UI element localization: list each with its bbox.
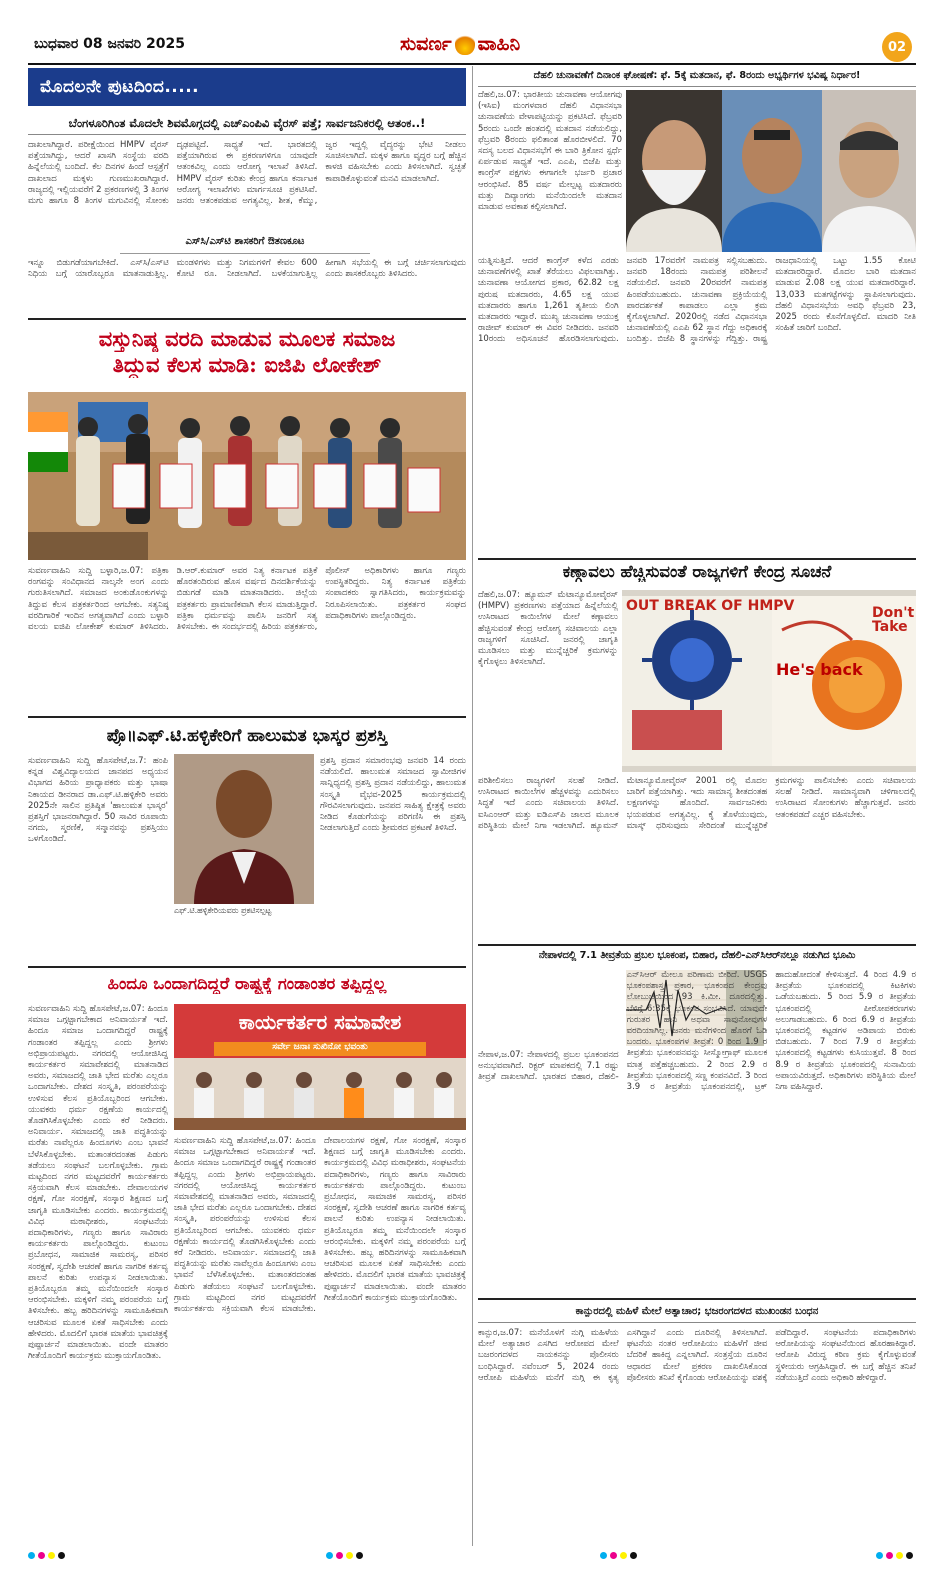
article-text: ಸುವರ್ಣವಾಹಿನಿ ಸುದ್ದಿ ಬಳ್ಳಾರಿ,ಜ.07: ಪತ್ರಿಕಾ ರಂಗವನ್ನು ಸಂವಿಧಾನದ ನಾಲ್ಕನೇ ಅಂಗ ಎಂದು ಗುರುತಿಸಲಾಗಿದೆ. ಸಮಾಜದ ಅಂಕುಡೊಂಕುಗಳನ್ನು ತಿದ್ದುವ ಕೆಲಸ ಪತ್ರಕರ್ತರಿಂದ ಆಗಬೇಕು. ಸತ್ಯನಿಷ್ಠ ವರದಿಗಾರಿಕೆ ಇಂದಿನ ಅಗತ್ಯವಾಗಿದೆ ಎಂದು ಬಳ್ಳಾರಿ ವಲಯ ಐಜಿಪಿ ಲೋಕೇಶ್ ಕುಮಾರ್ ತಿಳಿಸಿದರು. ಡಿ.ಆರ್.ಕುಮಾರ್ ಅವರ ನಿತ್ಯ ಕರ್ನಾಟಕ ಪತ್ರಿಕೆ ಹೊರತಂದಿರುವ ಹೊಸ ವರ್ಷದ ದಿನದರ್ಶಿಕೆಯನ್ನು ಬಿಡುಗಡೆ ಮಾಡಿ ಮಾತನಾಡಿದರು. ಜಿಲ್ಲೆಯ ಪತ್ರಕರ್ತರು ಪ್ರಾಮಾಣಿಕವಾಗಿ ಕೆಲಸ ಮಾಡುತ್ತಿದ್ದಾರೆ. ಪತ್ರಿಕಾ ಧರ್ಮವನ್ನು ಪಾಲಿಸಿ ಜನರಿಗೆ ಸತ್ಯ ತಿಳಿಸಬೇಕು. ಈ ಸಂದರ್ಭದಲ್ಲಿ ಹಿರಿಯ ಪತ್ರಕರ್ತರು, ಪೊಲೀಸ್ ಅಧಿಕಾರಿಗಳು ಹಾಗೂ ಗಣ್ಯರು ಉಪಸ್ಥಿತರಿದ್ದರು. ನಿತ್ಯ ಕರ್ನಾಟಕ ಪತ್ರಿಕೆಯ ಸಂಪಾದಕರು ಸ್ವಾಗತಿಸಿದರು, ಕಾರ್ಯಕ್ರಮವನ್ನು ನಿರೂಪಿಸಲಾಯಿತು. ಪತ್ರಕರ್ತರ ಸಂಘದ ಪದಾಧಿಕಾರಿಗಳು ಪಾಲ್ಗೊಂಡಿದ್ದರು. [28,566,466,633]
art-text-outbreak: OUT BREAK OF HMPV [626,598,795,614]
print-registration-marks-right [600,1552,637,1562]
halumata-award-body-left [28,756,168,956]
leaders-illustration [626,90,916,252]
article-text: ದೆಹಲಿ,ಜ.07: ಹ್ಯೂಮನ್ ಮೆಟಾನ್ಯೂಮೋವೈರಸ್ (HMPV) ಪ್ರಕರಣಗಳು ಪತ್ತೆಯಾದ ಹಿನ್ನೆಲೆಯಲ್ಲಿ ಉಸಿರಾಟದ ಕಾಯಿಲೆಗಳ ಮೇಲೆ ಕಣ್ಗಾವಲು ಹೆಚ್ಚಿಸುವಂತೆ ಕೇಂದ್ರ ಆರೋಗ್ಯ ಸಚಿವಾಲಯ ಎಲ್ಲಾ ರಾಜ್ಯಗಳಿಗೆ ಸೂಚಿಸಿದೆ. ಜನರಲ್ಲಿ ಜಾಗೃತಿ ಮೂಡಿಸಲು ಮತ್ತು ಮುನ್ನೆಚ್ಚರಿಕೆ ಕ್ರಮಗಳನ್ನು ಕೈಗೊಳ್ಳಲು ತಿಳಿಸಲಾಗಿದೆ. [478,590,618,668]
story-divider [28,318,466,320]
masthead [0,0,945,64]
event-banner [174,1004,466,1058]
article-text: ಪ್ರಶಸ್ತಿ ಪ್ರದಾನ ಸಮಾರಂಭವು ಜನವರಿ 14 ರಂದು ನಡೆಯಲಿದೆ. ಹಾಲುಮತ ಸಮಾಜದ ಸ್ವಾಮೀಜಿಗಳ ಸಾನ್ನಿಧ್ಯದಲ್ಲಿ ಪ್ರಶಸ್ತಿ ಪ್ರದಾನ ನಡೆಯಲಿದ್ದು, ಹಾಲುಮತ ಸಂಸ್ಕೃತಿ ವೈಭವ-2025 ಕಾರ್ಯಕ್ರಮದಲ್ಲಿ ಗೌರವಿಸಲಾಗುವುದು. ಜನಪದ ಸಾಹಿತ್ಯ ಕ್ಷೇತ್ರಕ್ಕೆ ಅವರು ನೀಡಿದ ಕೊಡುಗೆಯನ್ನು ಪರಿಗಣಿಸಿ ಈ ಪ್ರಶಸ್ತಿ ನೀಡಲಾಗುತ್ತಿದೆ ಎಂದು ಶ್ರೀಮಠದ ಪ್ರಕಟಣೆ ತಿಳಿಸಿದೆ. [320,756,466,834]
article-text: ಕಾನ್ಪುರ,ಜ.07: ಮನೆಯೊಳಗೆ ನುಗ್ಗಿ ಮಹಿಳೆಯ ಮೇಲೆ ಅತ್ಯಾಚಾರ ಎಸಗಿದ ಆರೋಪದ ಮೇಲೆ ಬಜರಂಗದಳದ ನಾಯಕನನ್ನು ಪೊಲೀಸರು ಬಂಧಿಸಿದ್ದಾರೆ. ನವೆಂಬರ್ 5, 2024 ರಂದು ಆರೋಪಿ ಮಹಿಳೆಯ ಮನೆಗೆ ನುಗ್ಗಿ ಈ ಕೃತ್ಯ ಎಸಗಿದ್ದಾನೆ ಎಂದು ದೂರಿನಲ್ಲಿ ತಿಳಿಸಲಾಗಿದೆ. ಘಟನೆಯ ನಂತರ ಆರೋಪಿಯು ಮಹಿಳೆಗೆ ಜೀವ ಬೆದರಿಕೆ ಹಾಕಿದ್ದ ಎನ್ನಲಾಗಿದೆ. ಸಂತ್ರಸ್ತೆಯ ದೂರಿನ ಆಧಾರದ ಮೇಲೆ ಪ್ರಕರಣ ದಾಖಲಿಸಿಕೊಂಡ ಪೊಲೀಸರು ತನಿಖೆ ಕೈಗೊಂಡು ಆರೋಪಿಯನ್ನು ವಶಕ್ಕೆ ಪಡೆದಿದ್ದಾರೆ. ಸಂಘಟನೆಯ ಪದಾಧಿಕಾರಿಗಳು ಆರೋಪಿಯನ್ನು ಸಂಘಟನೆಯಿಂದ ಹೊರಹಾಕಿದ್ದಾರೆ. ಆರೋಪಿ ವಿರುದ್ಧ ಕಠಿಣ ಕ್ರಮ ಕೈಗೊಳ್ಳುವಂತೆ ಸ್ಥಳೀಯರು ಆಗ್ರಹಿಸಿದ್ದಾರೆ. ಈ ಬಗ್ಗೆ ಹೆಚ್ಚಿನ ತನಿಖೆ ನಡೆಯುತ್ತಿದೆ ಎಂದು ಅಧಿಕಾರಿ ಹೇಳಿದ್ದಾರೆ. [478,1328,916,1383]
hmpv-shivamogga-body [28,140,466,232]
event-banner-title: ಕಾರ್ಯಕರ್ತರ ಸಮಾವೇಶ [238,1010,402,1034]
cyan-dot [600,1552,607,1559]
page-number-badge: 02 [882,32,912,62]
delhi-election-body-bottom [478,256,916,552]
print-registration-marks-far-right [876,1552,913,1562]
print-registration-marks-left [28,1552,65,1562]
cyan-dot [326,1552,333,1559]
kanpur-arrest-headline: ಕಾನ್ಪುರದಲ್ಲಿ ಮಹಿಳೆ ಮೇಲೆ ಅತ್ಯಾಚಾರ; ಭಜರಂಗದಳದ ಮುಖಂಡನ ಬಂಧನ [575,1306,819,1317]
hindu-unity-body-left [28,1004,168,1544]
headline-rule [478,1322,916,1323]
professor-portrait [174,754,314,904]
story-divider [478,558,916,560]
nepal-earthquake-body [478,970,916,1280]
cyan-dot [876,1552,883,1559]
hindu-unity-body-right [174,1136,466,1544]
calendar-release-photo [28,392,466,560]
story-divider [478,944,916,946]
section-banner [28,68,466,106]
yellow-dot [346,1552,353,1559]
art-text-dont-take: Don't Take [872,605,915,635]
section-title: ಮೊದಲನೇ ಪುಟದಿಂದ..... [40,77,200,97]
karyakarta-sammelana-photo [174,1004,466,1130]
article-text: ನೇಪಾಳ,ಜ.07: ನೇಪಾಳದಲ್ಲಿ ಪ್ರಬಲ ಭೂಕಂಪನದ ಅನುಭವವಾಗಿದೆ. ರಿಕ್ಟರ್ ಮಾಪಕದಲ್ಲಿ 7.1 ರಷ್ಟು ತೀವ್ರತೆ ದಾಖಲಾಗಿದೆ. ಭಾರತದ ಬಿಹಾರ, ದೆಹಲಿ-ಎನ್‌ಸಿಆರ್ ಮೇಲೂ ಪರಿಣಾಮ ಬೀರಿದೆ. USGS ಭೂಕಂಪಶಾಸ್ತ್ರ ಪ್ರಕಾರ, ಭೂಕಂಪದ ಕೇಂದ್ರವು ಲೋಬುಚೆಯಿಂದ 93 ಕಿ.ಮೀ. ದೂರದಲ್ಲಿತ್ತು. ಬೆಳಿಗ್ಗೆ 6:35ಕ್ಕೆ ಭೂಕಂಪ ಸಂಭವಿಸಿದೆ. ಯಾವುದೇ ಗುರುತರ ಹಾನಿ ಅಥವಾ ಸಾವುನೋವುಗಳ ವರದಿಯಾಗಿಲ್ಲ. ಜನರು ಮನೆಗಳಿಂದ ಹೊರಗೆ ಓಡಿ ಬಂದರು. ಭೂಕಂಪಗಳ ತೀವ್ರತೆ: 0 ರಿಂದ 1.9 ರ ತೀವ್ರತೆಯ ಭೂಕಂಪನವನ್ನು ಸೀಸ್ಮೋಗ್ರಾಫ್ ಮೂಲಕ ಮಾತ್ರ ಪತ್ತೆಹಚ್ಚಬಹುದು. 2 ರಿಂದ 2.9 ರ ತೀವ್ರತೆಯ ಭೂಕಂಪದಲ್ಲಿ ಸಣ್ಣ ಕಂಪನವಿದೆ. 3 ರಿಂದ 3.9 ರ ತೀವ್ರತೆಯ ಭೂಕಂಪನದಲ್ಲಿ, ಟ್ರಕ್ ಹಾದುಹೋದಂತೆ ಕೇಳಿಸುತ್ತದೆ. 4 ರಿಂದ 4.9 ರ ತೀವ್ರತೆಯ ಭೂಕಂಪದಲ್ಲಿ ಕಿಟಕಿಗಳು ಒಡೆಯಬಹುದು. 5 ರಿಂದ 5.9 ರ ತೀವ್ರತೆಯ ಭೂಕಂಪದಲ್ಲಿ ಪೀಠೋಪಕರಣಗಳು ಅಲುಗಾಡಬಹುದು. 6 ರಿಂದ 6.9 ರ ತೀವ್ರತೆಯ ಭೂಕಂಪದಲ್ಲಿ ಕಟ್ಟಡಗಳ ಅಡಿಪಾಯ ಬಿರುಕು ಬಿಡಬಹುದು. 7 ರಿಂದ 7.9 ರ ತೀವ್ರತೆಯ ಭೂಕಂಪದಲ್ಲಿ ಕಟ್ಟಡಗಳು ಕುಸಿಯುತ್ತವೆ. 8 ರಿಂದ 8.9 ರ ತೀವ್ರತೆಯ ಭೂಕಂಪದಲ್ಲಿ ಸುನಾಮಿಯ ಅಪಾಯವಿರುತ್ತದೆ. ಅಧಿಕಾರಿಗಳು ಪರಿಸ್ಥಿತಿಯ ಮೇಲೆ ನಿಗಾ ವಹಿಸಿದ್ದಾರೆ. [478,970,916,1093]
magenta-dot [886,1552,893,1559]
logo-text-part2: ವಾಹಿನಿ [477,33,521,55]
igp-lokesh-headline-line2: ತಿದ್ದುವ ಕೆಲಸ ಮಾಡಿ: ಐಜಿಪಿ ಲೋಕೇಶ್ [112,352,382,377]
photo-spacer [478,970,619,1050]
article-text: ಇನ್ನೂ ಬಿಡುಗಡೆಯಾಗಬೇಕಿದೆ. ಎಸ್‌ಸಿ/ಎಸ್‌ಟಿ ನಿಧಿಯ ಬಗ್ಗೆ ಯಾರೊಬ್ಬರೂ ಮಾತನಾಡುತ್ತಿಲ್ಲ. ಮಂಡಳಿಗಳು ಮತ್ತು ನಿಗಮಗಳಿಗೆ ಕೇವಲ 600 ಕೋಟಿ ರೂ. ನೀಡಲಾಗಿದೆ. ಬಳಕೆಯಾಗುತ್ತಿಲ್ಲ ಹೀಗಾಗಿ ಸಭೆಯಲ್ಲಿ ಈ ಬಗ್ಗೆ ಚರ್ಚಿಸಲಾಗುವುದು ಎಂದು ಶಾಸಕರೊಬ್ಬರು ತಿಳಿಸಿದರು. [28,258,466,280]
kanpur-arrest-body [478,1328,916,1546]
hmpv-surveillance-body-bottom [478,776,916,936]
story-divider [28,716,466,718]
calendar-release-illustration [28,392,466,560]
article-text: ಸುವರ್ಣವಾಹಿನಿ ಸುದ್ದಿ ಹೊಸಪೇಟೆ,ಜ.07: ಹಿಂದೂ ಸಮಾಜ ಒಗ್ಗಟ್ಟಾಗಬೇಕಾದ ಅನಿವಾರ್ಯತೆ ಇದೆ. ಹಿಂದೂ ಸಮಾಜ ಒಂದಾಗದಿದ್ದರೆ ರಾಷ್ಟ್ರಕ್ಕೆ ಗಂಡಾಂತರ ತಪ್ಪಿದ್ದಲ್ಲ ಎಂದು ಶ್ರೀಗಳು ಅಭಿಪ್ರಾಯಪಟ್ಟರು. ನಗರದಲ್ಲಿ ಆಯೋಜಿಸಿದ್ದ ಕಾರ್ಯಕರ್ತರ ಸಮಾವೇಶದಲ್ಲಿ ಮಾತನಾಡಿದ ಅವರು, ಸಮಾಜದಲ್ಲಿ ಜಾತಿ ಭೇದ ಮರೆತು ಎಲ್ಲರೂ ಒಂದಾಗಬೇಕು. ದೇಶದ ಸಂಸ್ಕೃತಿ, ಪರಂಪರೆಯನ್ನು ಉಳಿಸುವ ಕೆಲಸ ಪ್ರತಿಯೊಬ್ಬರಿಂದ ಆಗಬೇಕು. ಯುವಕರು ಧರ್ಮ ರಕ್ಷಣೆಯ ಕಾರ್ಯದಲ್ಲಿ ತೊಡಗಿಸಿಕೊಳ್ಳಬೇಕು ಎಂದು ಕರೆ ನೀಡಿದರು. ಅನಿವಾರ್ಯ. ಸಮಾಜದಲ್ಲಿ ಜಾತಿ ಪದ್ಧತಿಯನ್ನು ಮರೆತು ನಾವೆಲ್ಲರೂ ಹಿಂದೂಗಳು ಎಂಬ ಭಾವನೆ ಬೆಳೆಸಿಕೊಳ್ಳಬೇಕು. ಮತಾಂತರದಂತಹ ಪಿಡುಗು ತಡೆಯಲು ಸಂಘಟನೆ ಬಲಗೊಳ್ಳಬೇಕು. ಗ್ರಾಮ ಮಟ್ಟದಿಂದ ನಗರ ಮಟ್ಟದವರೆಗೆ ಕಾರ್ಯಕರ್ತರು ಸಕ್ರಿಯವಾಗಿ ಕೆಲಸ ಮಾಡಬೇಕು. ದೇವಾಲಯಗಳ ರಕ್ಷಣೆ, ಗೋ ಸಂರಕ್ಷಣೆ, ಸಂಸ್ಕಾರ ಶಿಕ್ಷಣದ ಬಗ್ಗೆ ಜಾಗೃತಿ ಮೂಡಿಸಬೇಕು ಎಂದರು. ಕಾರ್ಯಕ್ರಮದಲ್ಲಿ ವಿವಿಧ ಮಠಾಧೀಶರು, ಸಂಘಟನೆಯ ಪದಾಧಿಕಾರಿಗಳು, ಗಣ್ಯರು ಹಾಗೂ ಸಾವಿರಾರು ಕಾರ್ಯಕರ್ತರು ಪಾಲ್ಗೊಂಡಿದ್ದರು. ಕುಟುಂಬ ಪ್ರಬೋಧನ, ಸಾಮಾಜಿಕ ಸಾಮರಸ್ಯ, ಪರಿಸರ ಸಂರಕ್ಷಣೆ, ಸ್ವದೇಶಿ ಆಚರಣೆ ಹಾಗೂ ನಾಗರಿಕ ಕರ್ತವ್ಯ ಪಾಲನೆ ಕುರಿತು ಉಪನ್ಯಾಸ ನೀಡಲಾಯಿತು. ಪ್ರತಿಯೊಬ್ಬರೂ ತಮ್ಮ ಮನೆಯಿಂದಲೇ ಸಂಸ್ಕಾರ ಆರಂಭಿಸಬೇಕು. ಮಕ್ಕಳಿಗೆ ನಮ್ಮ ಪರಂಪರೆಯ ಬಗ್ಗೆ ತಿಳಿಸಬೇಕು. ಹಬ್ಬ ಹರಿದಿನಗಳನ್ನು ಸಾಮೂಹಿಕವಾಗಿ ಆಚರಿಸುವ ಮೂಲಕ ಏಕತೆ ಸಾಧಿಸಬೇಕು ಎಂದು ಹೇಳಿದರು. ಮೊದಲಿಗೆ ಭಾರತ ಮಾತೆಯ ಭಾವಚಿತ್ರಕ್ಕೆ ಪುಷ್ಪಾರ್ಚನೆ ಮಾಡಲಾಯಿತು. ವಂದೇ ಮಾತರಂ ಗೀತೆಯೊಂದಿಗೆ ಕಾರ್ಯಕ್ರಮ ಮುಕ್ತಾಯಗೊಂಡಿತು. [174,1136,466,1315]
delhi-election-body-top [478,90,622,252]
story-divider [478,1298,916,1300]
masthead-rule [28,63,916,65]
black-dot [58,1552,65,1559]
article-text: ಸುವರ್ಣವಾಹಿನಿ ಸುದ್ದಿ ಹೊಸಪೇಟೆ,ಜ.7: ಹಂಪಿ ಕನ್ನಡ ವಿಶ್ವವಿದ್ಯಾಲಯದ ಜಾನಪದ ಅಧ್ಯಯನ ವಿಭಾಗದ ಹಿರಿಯ ಪ್ರಾಧ್ಯಾಪಕರು ಮತ್ತು ಭಾಷಾ ನಿಕಾಯದ ಡೀನರಾದ ಡಾ.ಎಫ್.ಟಿ.ಹಳ್ಳಿಕೇರಿ ಅವರು 2025ನೇ ಸಾಲಿನ ಪ್ರತಿಷ್ಠಿತ 'ಹಾಲುಮತ ಭಾಸ್ಕರ' ಪ್ರಶಸ್ತಿಗೆ ಭಾಜನರಾಗಿದ್ದಾರೆ. 50 ಸಾವಿರ ರೂಪಾಯಿ ನಗದು, ಸ್ಮರಣಿಕೆ, ಸನ್ಮಾನವನ್ನು ಪ್ರಶಸ್ತಿಯು ಒಳಗೊಂಡಿದೆ. [28,756,168,845]
article-text: ಪರಿಶೀಲಿಸಲು ರಾಜ್ಯಗಳಿಗೆ ಸಲಹೆ ನೀಡಿದೆ. ಉಸಿರಾಟದ ಕಾಯಿಲೆಗಳ ಹೆಚ್ಚಳವನ್ನು ಎದುರಿಸಲು ಸಿದ್ಧತೆ ಇದೆ ಎಂದು ಸಚಿವಾಲಯ ತಿಳಿಸಿದೆ. ಐಸಿಎಂಆರ್ ಮತ್ತು ಐಡಿಎಸ್‌ಪಿ ಜಾಲದ ಮೂಲಕ ಪರಿಸ್ಥಿತಿಯ ಮೇಲೆ ನಿಗಾ ಇಡಲಾಗಿದೆ. ಹ್ಯೂಮನ್ ಮೆಟಾನ್ಯೂಮೋವೈರಸ್ 2001 ರಲ್ಲಿ ಮೊದಲ ಬಾರಿಗೆ ಪತ್ತೆಯಾಗಿತ್ತು. ಇದು ಸಾಮಾನ್ಯ ಶೀತದಂತಹ ಲಕ್ಷಣಗಳನ್ನು ಹೊಂದಿದೆ. ಸಾರ್ವಜನಿಕರು ಭಯಪಡುವ ಅಗತ್ಯವಿಲ್ಲ. ಕೈ ತೊಳೆಯುವುದು, ಮಾಸ್ಕ್ ಧರಿಸುವುದು ಸೇರಿದಂತೆ ಮುನ್ನೆಚ್ಚರಿಕೆ ಕ್ರಮಗಳನ್ನು ಪಾಲಿಸಬೇಕು ಎಂದು ಸಚಿವಾಲಯ ಸಲಹೆ ನೀಡಿದೆ. ಸಾಮಾನ್ಯವಾಗಿ ಚಳಿಗಾಲದಲ್ಲಿ ಉಸಿರಾಟದ ಸೋಂಕುಗಳು ಹೆಚ್ಚಾಗುತ್ತವೆ. ಜನರು ಆತಂಕಪಡದೆ ಎಚ್ಚರ ವಹಿಸಬೇಕು. [478,776,916,831]
flame-icon [455,33,475,55]
hmpv-surveillance-headline: ಕಣ್ಗಾವಲು ಹೆಚ್ಚಿಸುವಂತೆ ರಾಜ್ಯಗಳಿಗೆ ಕೇಂದ್ರ ಸೂಚನೆ [562,562,832,581]
black-dot [906,1552,913,1559]
issue-date: ಬುಧವಾರ 08 ಜನವರಿ 2025 [34,36,185,52]
story-divider [28,966,466,968]
headline-rule [478,86,916,87]
hmpv-shivamogga-headline: ಬೆಂಗಳೂರಿಗಿಂತ ಮೊದಲೇ ಶಿವಮೊಗ್ಗದಲ್ಲಿ ಎಚ್‌ಎಂಪಿವಿ ವೈರಸ್ ಪತ್ತೆ; ಸಾರ್ವಜನಿಕರಲ್ಲಿ ಆತಂಕ..! [68,116,426,130]
portrait-illustration [174,754,314,904]
portrait-caption: ಎಫ್.ಟಿ.ಹಳ್ಳಿಕೇರಿಯವರು ಪ್ರಕಟಿಸಲ್ಪಟ್ಟ [174,906,272,915]
article-text: ಸುವರ್ಣವಾಹಿನಿ ಸುದ್ದಿ ಹೊಸಪೇಟೆ,ಜ.07: ಹಿಂದೂ ಸಮಾಜ ಒಗ್ಗಟ್ಟಾಗಬೇಕಾದ ಅನಿವಾರ್ಯತೆ ಇದೆ. ಹಿಂದೂ ಸಮಾಜ ಒಂದಾಗದಿದ್ದರೆ ರಾಷ್ಟ್ರಕ್ಕೆ ಗಂಡಾಂತರ ತಪ್ಪಿದ್ದಲ್ಲ ಎಂದು ಶ್ರೀಗಳು ಅಭಿಪ್ರಾಯಪಟ್ಟರು. ನಗರದಲ್ಲಿ ಆಯೋಜಿಸಿದ್ದ ಕಾರ್ಯಕರ್ತರ ಸಮಾವೇಶದಲ್ಲಿ ಮಾತನಾಡಿದ ಅವರು, ಸಮಾಜದಲ್ಲಿ ಜಾತಿ ಭೇದ ಮರೆತು ಎಲ್ಲರೂ ಒಂದಾಗಬೇಕು. ದೇಶದ ಸಂಸ್ಕೃತಿ, ಪರಂಪರೆಯನ್ನು ಉಳಿಸುವ ಕೆಲಸ ಪ್ರತಿಯೊಬ್ಬರಿಂದ ಆಗಬೇಕು. ಯುವಕರು ಧರ್ಮ ರಕ್ಷಣೆಯ ಕಾರ್ಯದಲ್ಲಿ ತೊಡಗಿಸಿಕೊಳ್ಳಬೇಕು ಎಂದು ಕರೆ ನೀಡಿದರು. ಅನಿವಾರ್ಯ. ಸಮಾಜದಲ್ಲಿ ಜಾತಿ ಪದ್ಧತಿಯನ್ನು ಮರೆತು ನಾವೆಲ್ಲರೂ ಹಿಂದೂಗಳು ಎಂಬ ಭಾವನೆ ಬೆಳೆಸಿಕೊಳ್ಳಬೇಕು. ಮತಾಂತರದಂತಹ ಪಿಡುಗು ತಡೆಯಲು ಸಂಘಟನೆ ಬಲಗೊಳ್ಳಬೇಕು. ಗ್ರಾಮ ಮಟ್ಟದಿಂದ ನಗರ ಮಟ್ಟದವರೆಗೆ ಕಾರ್ಯಕರ್ತರು ಸಕ್ರಿಯವಾಗಿ ಕೆಲಸ ಮಾಡಬೇಕು. ದೇವಾಲಯಗಳ ರಕ್ಷಣೆ, ಗೋ ಸಂರಕ್ಷಣೆ, ಸಂಸ್ಕಾರ ಶಿಕ್ಷಣದ ಬಗ್ಗೆ ಜಾಗೃತಿ ಮೂಡಿಸಬೇಕು ಎಂದರು. ಕಾರ್ಯಕ್ರಮದಲ್ಲಿ ವಿವಿಧ ಮಠಾಧೀಶರು, ಸಂಘಟನೆಯ ಪದಾಧಿಕಾರಿಗಳು, ಗಣ್ಯರು ಹಾಗೂ ಸಾವಿರಾರು ಕಾರ್ಯಕರ್ತರು ಪಾಲ್ಗೊಂಡಿದ್ದರು. ಕುಟುಂಬ ಪ್ರಬೋಧನ, ಸಾಮಾಜಿಕ ಸಾಮರಸ್ಯ, ಪರಿಸರ ಸಂರಕ್ಷಣೆ, ಸ್ವದೇಶಿ ಆಚರಣೆ ಹಾಗೂ ನಾಗರಿಕ ಕರ್ತವ್ಯ ಪಾಲನೆ ಕುರಿತು ಉಪನ್ಯಾಸ ನೀಡಲಾಯಿತು. ಪ್ರತಿಯೊಬ್ಬರೂ ತಮ್ಮ ಮನೆಯಿಂದಲೇ ಸಂಸ್ಕಾರ ಆರಂಭಿಸಬೇಕು. ಮಕ್ಕಳಿಗೆ ನಮ್ಮ ಪರಂಪರೆಯ ಬಗ್ಗೆ ತಿಳಿಸಬೇಕು. ಹಬ್ಬ ಹರಿದಿನಗಳನ್ನು ಸಾಮೂಹಿಕವಾಗಿ ಆಚರಿಸುವ ಮೂಲಕ ಏಕತೆ ಸಾಧಿಸಬೇಕು ಎಂದು ಹೇಳಿದರು. ಮೊದಲಿಗೆ ಭಾರತ ಮಾತೆಯ ಭಾವಚಿತ್ರಕ್ಕೆ ಪುಷ್ಪಾರ್ಚನೆ ಮಾಡಲಾಯಿತು. ವಂದೇ ಮಾತರಂ ಗೀತೆಯೊಂದಿಗೆ ಕಾರ್ಯಕ್ರಮ ಮುಕ್ತಾಯಗೊಂಡಿತು. [28,1004,168,1362]
article-text: ಯತ್ನಿಸುತ್ತಿದೆ. ಆದರೆ ಕಾಂಗ್ರೆಸ್ ಕಳೆದ ಎರಡು ಚುನಾವಣೆಗಳಲ್ಲಿ ಖಾತೆ ತೆರೆಯಲು ವಿಫಲವಾಗಿತ್ತು. ಚುನಾವಣಾ ಆಯೋಗದ ಪ್ರಕಾರ, 62.82 ಲಕ್ಷ ಪುರುಷ ಮತದಾರರು, 4.65 ಲಕ್ಷ ಯುವ ಮತದಾರರು ಹಾಗೂ 1,261 ತೃತೀಯ ಲಿಂಗಿ ಮತದಾರರು ಇದ್ದಾರೆ. ಮುಖ್ಯ ಚುನಾವಣಾ ಆಯುಕ್ತ ರಾಜೀವ್ ಕುಮಾರ್ ಈ ವಿವರ ನೀಡಿದರು. ಜನವರಿ 10ರಂದು ಅಧಿಸೂಚನೆ ಹೊರಡಿಸಲಾಗುವುದು. ಜನವರಿ 17ರವರೆಗೆ ನಾಮಪತ್ರ ಸಲ್ಲಿಸಬಹುದು. ಜನವರಿ 18ರಂದು ನಾಮಪತ್ರ ಪರಿಶೀಲನೆ ನಡೆಯಲಿದೆ. ಜನವರಿ 20ರವರೆಗೆ ನಾಮಪತ್ರ ಹಿಂಪಡೆಯಬಹುದು. ಚುನಾವಣಾ ಪ್ರಕ್ರಿಯೆಯಲ್ಲಿ ಪಾರದರ್ಶಕತೆ ಕಾಪಾಡಲು ಎಲ್ಲಾ ಕ್ರಮ ಕೈಗೊಳ್ಳಲಾಗಿದೆ. 2020ರಲ್ಲಿ ನಡೆದ ವಿಧಾನಸಭಾ ಚುನಾವಣೆಯಲ್ಲಿ ಎಎಪಿ 62 ಸ್ಥಾನ ಗೆದ್ದು ಅಧಿಕಾರಕ್ಕೆ ಬಂದಿತ್ತು. ಬಿಜೆಪಿ 8 ಸ್ಥಾನಗಳನ್ನು ಗೆದ್ದಿತ್ತು. ರಾಷ್ಟ್ರ ರಾಜಧಾನಿಯಲ್ಲಿ ಒಟ್ಟು 1.55 ಕೋಟಿ ಮತದಾರರಿದ್ದಾರೆ. ಮೊದಲ ಬಾರಿ ಮತದಾನ ಮಾಡುವ 2.08 ಲಕ್ಷ ಯುವ ಮತದಾರರಿದ್ದಾರೆ. 13,033 ಮತಗಟ್ಟೆಗಳನ್ನು ಸ್ಥಾಪಿಸಲಾಗುವುದು. ದೆಹಲಿ ವಿಧಾನಸಭೆಯ ಅವಧಿ ಫೆಬ್ರವರಿ 23, 2025 ರಂದು ಕೊನೆಗೊಳ್ಳಲಿದೆ. ಮಾದರಿ ನೀತಿ ಸಂಹಿತೆ ಜಾರಿಗೆ ಬಂದಿದೆ. [478,256,916,345]
sc-st-subheadline: ಎಸ್‌ಸಿ/ಎಸ್‌ಟಿ ಶಾಸಕರಿಗೆ ಔತಣಕೂಟ [120,236,370,254]
halumata-award-body-right [320,756,466,956]
yellow-dot [896,1552,903,1559]
newspaper-logo [400,30,520,58]
sc-st-body [28,258,466,306]
nepal-earthquake-headline: ನೇಪಾಳದಲ್ಲಿ 7.1 ತೀವ್ರತೆಯ ಪ್ರಬಲ ಭೂಕಂಪ, ಬಿಹಾರ, ದೆಹಲಿ-ಎನ್‌ಸಿಆರ್‌ನಲ್ಲೂ ನಡುಗಿದ ಭೂಮಿ [538,950,856,961]
hmpv-outbreak-art-photo [622,590,916,772]
cyan-dot [28,1552,35,1559]
yellow-dot [48,1552,55,1559]
black-dot [356,1552,363,1559]
headline-rule [28,134,466,135]
igp-lokesh-headline-line1: ವಸ್ತುನಿಷ್ಠ ವರದಿ ಮಾಡುವ ಮೂಲಕ ಸಮಾಜ [98,326,396,351]
column-divider [472,66,473,1546]
magenta-dot [336,1552,343,1559]
magenta-dot [610,1552,617,1559]
black-dot [630,1552,637,1559]
hindu-unity-headline: ಹಿಂದೂ ಒಂದಾಗದಿದ್ದರೆ ರಾಷ್ಟ್ರಕ್ಕೆ ಗಂಡಾಂತರ ತಪ್ಪಿದ್ದಲ್ಲ [107,974,387,993]
art-text-hes-back: He's back [776,660,863,679]
article-text: ದಾಖಲಾಗಿದ್ದಾರೆ. ಪರೀಕ್ಷೆಯಿಂದ HMPV ವೈರಸ್ ಪತ್ತೆಯಾಗಿದ್ದು, ಆದರೆ ಖಾಸಗಿ ಸಂಸ್ಥೆಯ ವರದಿ ಹಿನ್ನೆಲೆಯಲ್ಲಿ ಬಂದಿದೆ. ಕೆಲ ದಿನಗಳ ಹಿಂದೆ ಆಸ್ಪತ್ರೆಗೆ ದಾಖಲಾದ ಮಕ್ಕಳು ಗುಣಮುಖರಾಗಿದ್ದಾರೆ. ರಾಜ್ಯದಲ್ಲಿ ಇಲ್ಲಿಯವರೆಗೆ 2 ಪ್ರಕರಣಗಳಲ್ಲಿ 3 ತಿಂಗಳ ಮಗು ಹಾಗೂ 8 ತಿಂಗಳ ಮಗುವಿನಲ್ಲಿ ಸೋಂಕು ದೃಢಪಟ್ಟಿದೆ. ಸಾಧ್ಯತೆ ಇದೆ. ಭಾರತದಲ್ಲಿ ಪತ್ತೆಯಾಗಿರುವ ಈ ಪ್ರಕರಣಗಳಿಗೂ ಯಾವುದೇ ಆತಂಕವಿಲ್ಲ ಎಂದು ಆರೋಗ್ಯ ಇಲಾಖೆ ತಿಳಿಸಿದೆ. HMPV ವೈರಸ್ ಕುರಿತು ಕೇಂದ್ರ ಹಾಗೂ ಕರ್ನಾಟಕ ಆರೋಗ್ಯ ಇಲಾಖೆಗಳು ಮಾರ್ಗಸೂಚಿ ಪ್ರಕಟಿಸಿವೆ. ಜನರು ಆತಂಕಪಡುವ ಅಗತ್ಯವಿಲ್ಲ. ಶೀತ, ಕೆಮ್ಮು, ಜ್ವರ ಇದ್ದಲ್ಲಿ ವೈದ್ಯರನ್ನು ಭೇಟಿ ನೀಡಲು ಸೂಚಿಸಲಾಗಿದೆ. ಮಕ್ಕಳ ಹಾಗೂ ವೃದ್ಧರ ಬಗ್ಗೆ ಹೆಚ್ಚಿನ ಕಾಳಜಿ ವಹಿಸಬೇಕು ಎಂದು ತಿಳಿಸಲಾಗಿದೆ. ಸ್ವಚ್ಛತೆ ಕಾಪಾಡಿಕೊಳ್ಳುವಂತೆ ಮನವಿ ಮಾಡಲಾಗಿದೆ. [28,140,466,207]
event-banner-motto: ಸರ್ವೇ ಜನಾಃ ಸುಖಿನೋ ಭವಂತು [214,1042,426,1056]
yellow-dot [620,1552,627,1559]
igp-lokesh-body [28,566,466,706]
logo-text-part1: ಸುವರ್ಣ [400,33,452,55]
stage-guests-illustration [174,1058,466,1130]
halumata-award-headline: ಪ್ರೊ॥ಎಫ್.ಟಿ.ಹಳ್ಳಿಕೇರಿಗೆ ಹಾಲುಮತ ಭಾಸ್ಕರ ಪ್ರಶಸ್ತಿ [106,726,388,746]
hmpv-surveillance-body-top [478,590,618,786]
print-registration-marks-mid [326,1552,363,1562]
magenta-dot [38,1552,45,1559]
political-leaders-photo [626,90,916,252]
article-text: ದೆಹಲಿ,ಜ.07: ಭಾರತೀಯ ಚುನಾವಣಾ ಆಯೋಗವು (ಇಸಿಐ) ಮಂಗಳವಾರ ದೆಹಲಿ ವಿಧಾನಸಭಾ ಚುನಾವಣೆಯ ವೇಳಾಪಟ್ಟಿಯನ್ನು ಪ್ರಕಟಿಸಿದೆ. ಫೆಬ್ರವರಿ 5ರಂದು ಒಂದೇ ಹಂತದಲ್ಲಿ ಮತದಾನ ನಡೆಯಲಿದ್ದು, ಫೆಬ್ರವರಿ 8ರಂದು ಫಲಿತಾಂಶ ಹೊರಬೀಳಲಿದೆ. 70 ಸದಸ್ಯ ಬಲದ ವಿಧಾನಸಭೆಗೆ ಈ ಬಾರಿ ತ್ರಿಕೋನ ಸ್ಪರ್ಧೆ ಏರ್ಪಡುವ ಸಾಧ್ಯತೆ ಇದೆ. ಎಎಪಿ, ಬಿಜೆಪಿ ಮತ್ತು ಕಾಂಗ್ರೆಸ್ ಪಕ್ಷಗಳು ಈಗಾಗಲೇ ಭರ್ಜರಿ ಪ್ರಚಾರ ಆರಂಭಿಸಿವೆ. 85 ವರ್ಷ ಮೇಲ್ಪಟ್ಟ ಮತದಾರರು ಮತ್ತು ದಿವ್ಯಾಂಗರು ಮನೆಯಿಂದಲೇ ಮತದಾನ ಮಾಡುವ ಅವಕಾಶ ಕಲ್ಪಿಸಲಾಗಿದೆ. [478,90,622,213]
delhi-election-headline: ದೆಹಲಿ ಚುನಾವಣೆಗೆ ದಿನಾಂಕ ಘೋಷಣೆ: ಫೆ. 5ಕ್ಕೆ ಮತದಾನ, ಫೆ. 8ರಂದು ಅಭ್ಯರ್ಥಿಗಳ ಭವಿಷ್ಯ ನಿರ್ಧಾರ! [533,70,861,81]
